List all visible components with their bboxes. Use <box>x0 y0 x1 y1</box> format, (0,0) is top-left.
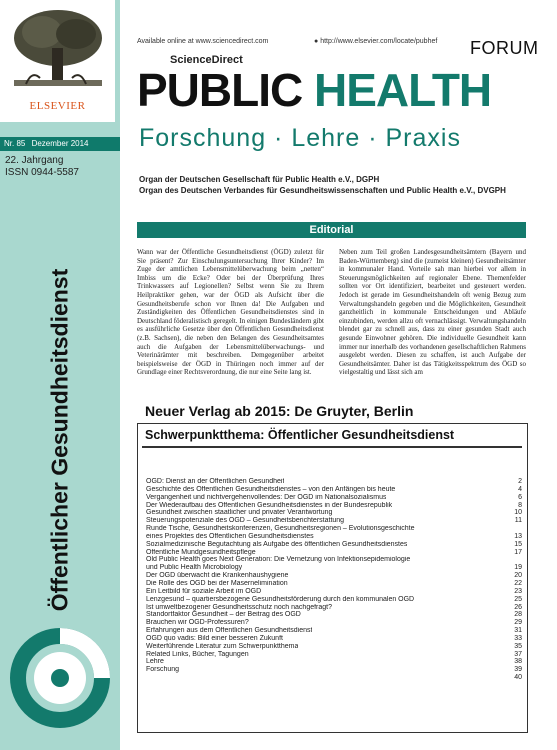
toc-entry[interactable] <box>146 541 522 549</box>
toc-title: Die Rolle des ÖGD bei der Masernelimination <box>146 579 288 587</box>
toc-entry[interactable] <box>146 572 522 580</box>
vertical-title: Öffentlicher Gesundheitsdienst <box>46 268 73 612</box>
toc-entry[interactable] <box>146 580 522 588</box>
toc-entry[interactable] <box>146 549 522 557</box>
toc-page: 4 <box>518 485 522 493</box>
toc-title: Sozialmedizinische Begutachtung als Aufgabe des öffentlichen Gesundheitsdienstes <box>146 540 408 548</box>
toc-entry[interactable] <box>146 525 522 533</box>
toc-page: 26 <box>514 603 522 611</box>
focus-title: Schwerpunktthema: Öffentlicher Gesundheitsdienst <box>145 428 455 442</box>
organ-statement <box>139 174 506 196</box>
toc-page: 25 <box>514 595 522 603</box>
toc-entry[interactable] <box>146 486 522 494</box>
sciencedirect-logo: ScienceDirect <box>170 54 243 66</box>
publisher-name: ELSEVIER <box>29 100 86 112</box>
title-public: PUBLIC <box>137 64 303 116</box>
toc-entry[interactable] <box>146 517 522 525</box>
toc-entry[interactable] <box>146 509 522 517</box>
available-online: Available online at www.sciencedirect.com <box>137 38 269 45</box>
toc-entry[interactable] <box>146 596 522 604</box>
journal-url[interactable]: ● http://www.elsevier.com/locate/pubhef <box>314 38 438 45</box>
publisher-logo <box>0 0 115 122</box>
toc-title: ÖGD quo vadis: Bild einer besseren Zukunft <box>146 634 283 642</box>
table-of-contents <box>146 478 522 682</box>
toc-title: Related Links, Bücher, Tagungen <box>146 650 249 658</box>
toc-title: Gesundheit zwischen staatlicher und privater Verantwortung <box>146 509 333 517</box>
toc-entry[interactable] <box>146 666 522 674</box>
toc-entry[interactable] <box>146 588 522 596</box>
toc-page: 29 <box>514 619 522 627</box>
toc-title: Der Wiederaufbau des Öffentlichen Gesundheitsdienstes in der Bundesrepublik <box>146 501 393 509</box>
tree-logo-icon <box>6 4 109 96</box>
volume-info <box>5 155 79 179</box>
toc-page: 35 <box>514 642 522 650</box>
organ-line: Organ des Deutschen Verbandes für Gesundheitswissenschaften und Public Health e.V., DVGPH <box>139 186 506 195</box>
toc-entry[interactable] <box>146 674 522 682</box>
toc-entry[interactable] <box>146 635 522 643</box>
toc-title: Lenzgesund – quartiersbezogene Gesundheitsförderung durch den kommunalen ÖGD <box>146 595 415 603</box>
issn: ISSN 0944-5587 <box>5 167 79 178</box>
toc-title: ÖGD: Dienst an der Öffentlichen Gesundheit <box>146 478 285 485</box>
journal-title <box>137 66 532 114</box>
jahrgang: 22. Jahrgang <box>5 155 64 166</box>
toc-title: Ein Leitbild für soziale Arbeit im ÖGD <box>146 587 262 595</box>
toc-title: Vergangenheit und nichtvergehenvollendes: Der ÖGD im Nationalsozialismus <box>146 493 387 501</box>
toc-page: 6 <box>518 493 522 501</box>
toc-page: 15 <box>514 540 522 548</box>
toc-entry[interactable] <box>146 478 522 486</box>
toc-entry[interactable] <box>146 627 522 635</box>
toc-page: 17 <box>514 548 522 556</box>
toc-title: Runde Tische, Gesundheitskonferenzen, Gesundheitsregionen – Evolutionsgeschichte <box>146 525 415 533</box>
toc-page: 33 <box>514 634 522 642</box>
toc-entry[interactable] <box>146 611 522 619</box>
organ-line: Organ der Deutschen Gesellschaft für Public Health e.V., DGPH <box>139 175 380 184</box>
issue-date: Dezember 2014 <box>31 139 89 148</box>
toc-title: eines Projektes des Öffentlichen Gesundheitsdienstes <box>146 532 314 540</box>
toc-page: 11 <box>514 517 522 525</box>
toc-title: Weiterführende Literatur zum Schwerpunktthema <box>146 642 299 650</box>
issue-bar <box>0 137 120 151</box>
journal-url-text[interactable]: http://www.elsevier.com/locate/pubhef <box>320 38 438 45</box>
toc-page: 8 <box>518 501 522 509</box>
toc-entry[interactable] <box>146 619 522 627</box>
editorial-column-left: Wann war der Öffentliche Gesundheitsdienst (ÖGD) zuletzt für Sie präsent? Zur Einschulungsuntersuchung Ihrer Kinder? Im Zuge der amtlichen Lebensmittelüberwachung beim „netten“ Imbiss um die Ecke? Oder bei der Überprüfung Ihres Trinkwassers auf Legionellen? Selbst wenn Sie zu Ihrem Heilpraktiker gehen, war der ÖGD als Aufsicht über die Gesundheitsberufe schon vor Ihnen da! Die Aufgaben und Zuständigkeiten des Öffentlichen Gesundheitsdienstes sind in Deutschland föderalistisch geregelt. In einigen Bundesländern gibt es ausführliche Gesetze über den Öffentlichen Gesundheitsdienst (z.B. Sachsen), die neben den Belangen des Gesundheitsamtes auch die Aufgaben der Lebensmittelüberwachungs- und Veterinärämter mit beschreiben. Demgegenüber arbeitet beispielsweise der ÖGD in Thüringen noch immer auf der Grundlage einer Rechtsverordnung, die nur eine Seite lang ist. <box>137 248 324 377</box>
toc-page: 39 <box>514 666 522 674</box>
toc-title: Der ÖGD überwacht die Krankenhaushygiene <box>146 572 289 580</box>
toc-title: Erfahrungen aus dem Öffentlichen Gesundheitsdienst <box>146 627 313 635</box>
toc-entry[interactable] <box>146 651 522 659</box>
journal-subtitle: Forschung · Lehre · Praxis <box>139 124 461 152</box>
forum-label: FORUM <box>470 38 539 58</box>
publisher-announcement: Neuer Verlag ab 2015: De Gruyter, Berlin <box>145 403 414 419</box>
toc-entry[interactable] <box>146 604 522 612</box>
toc-title: und Public Health Microbiology <box>146 564 243 572</box>
toc-title: Old Public Health goes Next Generation: Die Vernetzung von Infektionsepidemiologie <box>146 556 411 564</box>
toc-page: 28 <box>514 611 522 619</box>
toc-title: Lehre <box>146 658 164 666</box>
toc-title: Standortfaktor Gesundheit – der Beitrag des ÖGD <box>146 611 301 619</box>
toc-entry[interactable] <box>146 533 522 541</box>
toc-title: Steuerungspotenziale des ÖGD – Gesundheitsberichterstattung <box>146 517 345 525</box>
issue-number: Nr. 85 <box>4 139 26 148</box>
toc-entry[interactable] <box>146 494 522 502</box>
focus-divider <box>142 446 522 448</box>
title-health: HEALTH <box>314 64 492 116</box>
toc-entry[interactable] <box>146 564 522 572</box>
editorial-column-right: Neben zum Teil großen Landesgesundheitsämtern (Bayern und Baden-Württemberg) sind die (zumeist kleinen) Gesundheitsämter in kommunaler Hand. Vorteile sah man hierbei vor allem in Steuerungsmöglichkeiten auf regionaler Ebene. Themenfelder sollten vor Ort identifiziert, bearbeitet und gesteuert werden. Jedoch ist gerade im Gesundheitshandeln oft wenig Bezug zum Verwaltungshandeln gegeben und die Möglichkeiten, Gesundheit ganzheitlich in kommunale Entscheidungen und Abläufe einzubinden, werden allzu oft vernachlässigt. Verwaltungshandeln blendet gar zu schnell aus, dass zu einer gesunden Stadt auch gesunde Einwohner gehören. Die individuelle Gesundheit kann immer nur innerhalb des vorhandenen gesellschaftlichen Rahmens ausgelebt werden. Diesen zu schaffen, ist auch Aufgabe der Gesundheitsämter. Daher ist das Tätigkeitsspektrum des ÖGD so vielgestaltig und lässt sich am <box>339 248 526 377</box>
toc-entry[interactable] <box>146 658 522 666</box>
toc-title: Ist umweltbezogener Gesundheitsschutz noch nachgefragt? <box>146 603 333 611</box>
toc-page: 23 <box>514 587 522 595</box>
section-label: Editorial <box>137 222 526 238</box>
toc-title: Öffentliche Mundgesundheitspflege <box>146 548 256 556</box>
toc-page: 40 <box>514 674 522 682</box>
toc-entry[interactable] <box>146 643 522 651</box>
toc-page: 20 <box>514 572 522 580</box>
toc-page: 37 <box>514 650 522 658</box>
toc-title: Forschung <box>146 666 180 674</box>
toc-page: 19 <box>514 564 522 572</box>
toc-page: 22 <box>514 579 522 587</box>
toc-page: 2 <box>518 478 522 485</box>
toc-entry[interactable] <box>146 502 522 510</box>
toc-title: Geschichte des Öffentlichen Gesundheitsdienstes – von den Anfängen bis heute <box>146 485 396 493</box>
toc-entry[interactable] <box>146 556 522 564</box>
toc-page: 13 <box>514 532 522 540</box>
ring-logo-icon <box>10 628 110 728</box>
toc-title: Brauchen wir ÖGD-Professuren? <box>146 619 249 627</box>
toc-page: 31 <box>514 627 522 635</box>
toc-page: 10 <box>514 509 522 517</box>
toc-page: 38 <box>514 658 522 666</box>
